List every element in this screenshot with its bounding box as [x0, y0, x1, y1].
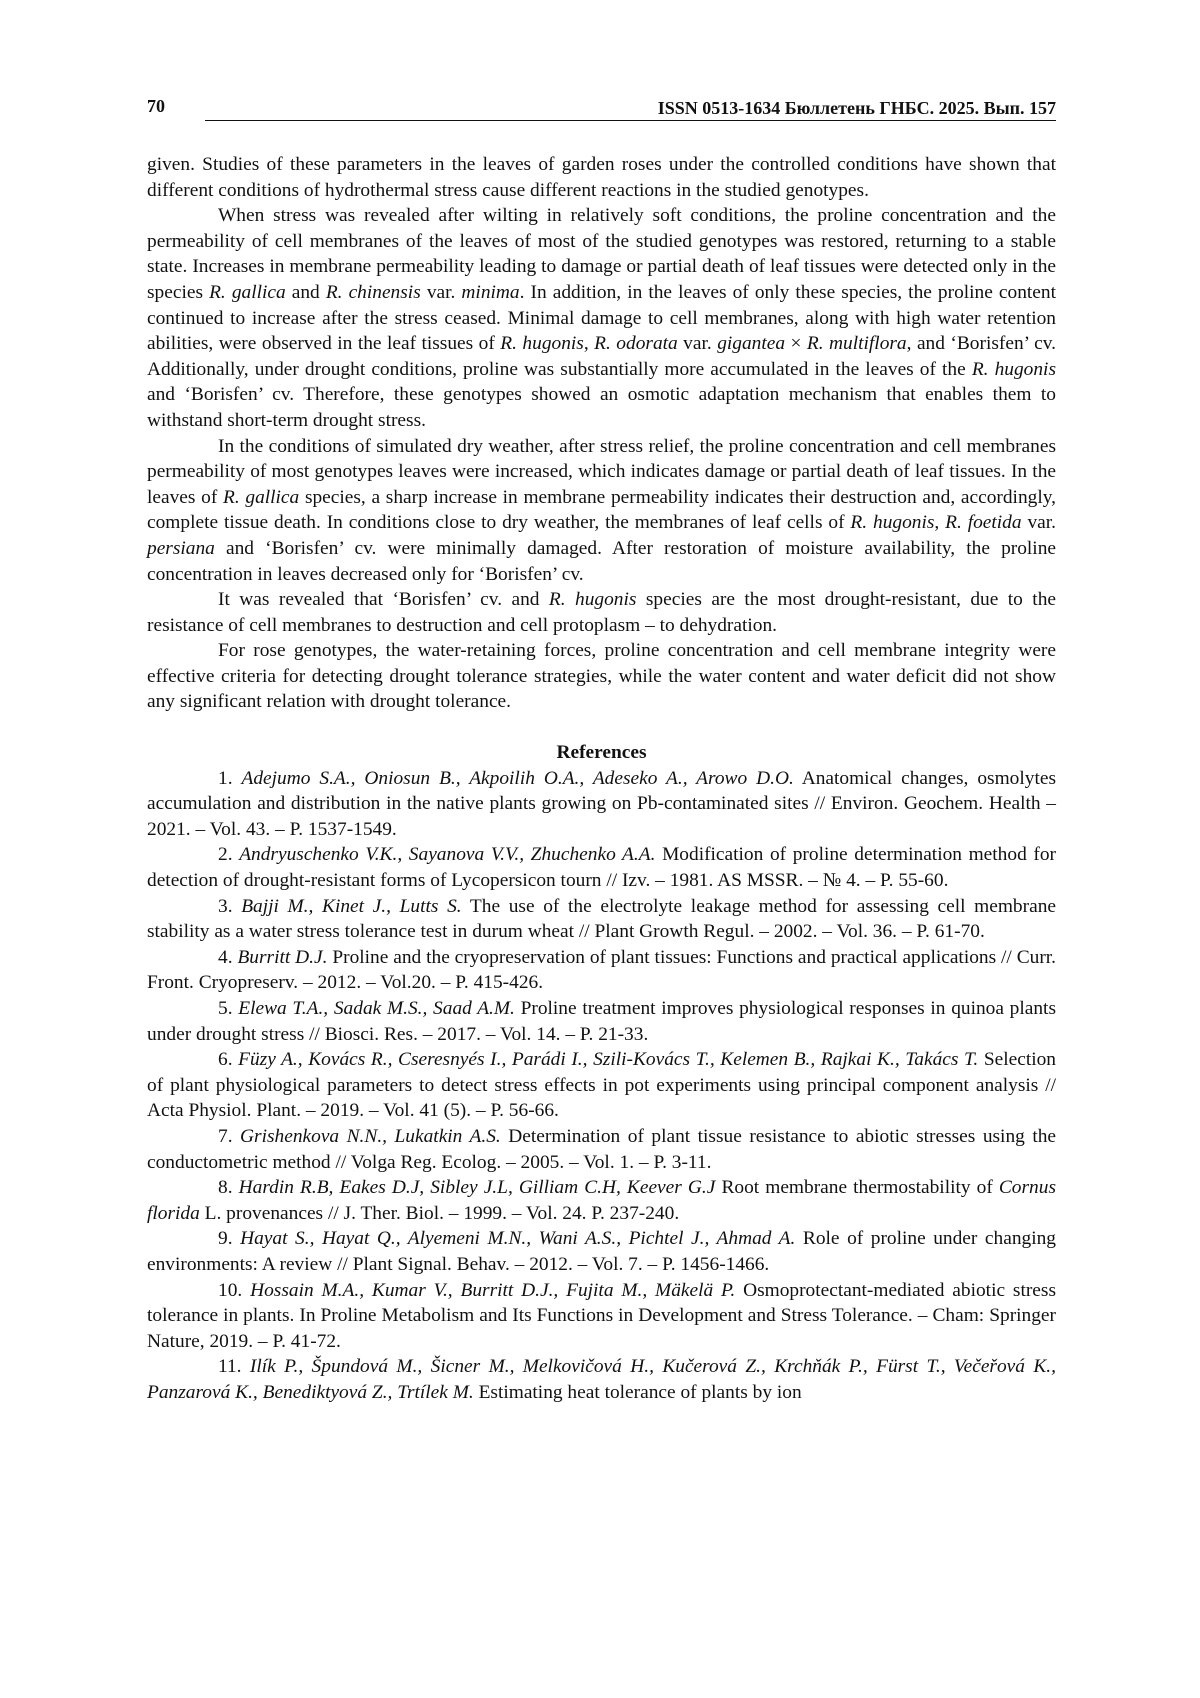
reference-item: 2. Andryuschenko V.K., Sayanova V.V., Zhuchenko A.A. Modification of proline determination method for detection of drought-resistant forms of Lycopersicon tourn // Izv. – 1981. AS MSSR. – № 4. – P. 55-60.	[147, 844, 1057, 892]
species-name: persiana	[147, 537, 215, 559]
species-name: R. odorata	[594, 333, 678, 355]
species-name: R. multiflora	[806, 333, 907, 355]
reference-authors: Hardin R.B, Eakes D.J, Sibley J.L, Gilliam C.H, Keever G.J	[238, 1177, 716, 1199]
paragraph: It was revealed that ‘Borisfen’ cv. and R. hugonis species are the most drought-resistant, due to the resistance of cell membranes to destruction and cell protoplasm – to dehydration.	[147, 589, 1056, 636]
reference-item: 6. Füzy A., Kovács R., Cseresnyés I., Parádi I., Szili-Kovács T., Kelemen B., Rajkai K., Takács T. Selection of plant physiological parameters to detect stress effects in pot experiments using principal component analysis // Acta Physiol. Plant. – 2019. – Vol. 41 (5). – P. 56-66.	[147, 1049, 1056, 1122]
running-header	[147, 96, 1056, 122]
reference-authors: Adejumo S.A., Oniosun B., Akpoilih O.A., Adeseko A., Arowo D.O.	[241, 767, 794, 789]
reference-item: 11. Ilík P., Špundová M., Šicner M., Melkovičová H., Kučerová Z., Krchňák P., Fürst T., Večeřová K., Panzarová K., Benediktyová Z., Trtílek M. Estimating heat tolerance of plants by ion	[147, 1356, 1056, 1403]
reference-authors: Hayat S., Hayat Q., Alyemeni M.N., Wani A.S., Pichtel J., Ahmad A.	[240, 1228, 796, 1250]
reference-authors: Füzy A., Kovács R., Cseresnyés I., Parádi I., Szili-Kovács T., Kelemen B., Rajkai K., Takács T.	[238, 1049, 979, 1071]
paragraph: For rose genotypes, the water-retaining forces, proline concentration and cell membrane integrity were effective criteria for detecting drought tolerance strategies, while the water content and water deficit did not show any significant relation with drought tolerance.	[147, 640, 1056, 713]
paragraph: When stress was revealed after wilting in relatively soft conditions, the proline concentration and the permeability of cell membranes of the leaves of most of the studied genotypes was restored, returning to a stable state. Increases in membrane permeability leading to damage or partial death of leaf tissues were detected only in the species R. gallica and R. chinensis var. minima. In addition, in the leaves of only these species, the proline content continued to increase after the stress ceased. Minimal damage to cell membranes, along with high water retention abilities, were observed in the leaf tissues of R. hugonis, R. odorata var. gigantea × R. multiflora, and ‘Borisfen’ cv. Additionally, under drought conditions, proline was substantially more accumulated in the leaves of the R. hugonis and ‘Borisfen’ cv. Therefore, these genotypes showed an osmotic adaptation mechanism that enables them to withstand short-term drought stress.	[147, 205, 1057, 431]
species-name: R. hugonis	[548, 589, 637, 611]
reference-authors: Bajji M., Kinet J., Lutts S.	[241, 895, 462, 917]
species-name: R. foetida	[945, 512, 1022, 534]
reference-authors: Andryuschenko V.K., Sayanova V.V., Zhuchenko A.A.	[239, 844, 656, 866]
reference-authors: Hossain M.A., Kumar V., Burritt D.J., Fujita M., Mäkelä P.	[250, 1279, 736, 1301]
species-name: R. gallica	[209, 281, 286, 303]
reference-item: 1. Adejumo S.A., Oniosun B., Akpoilih O.A., Adeseko A., Arowo D.O. Anatomical changes, osmolytes accumulation and distribution in the native plants growing on Pb-contaminated sites // Environ. Geochem. Health – 2021. – Vol. 43. – P. 1537-1549.	[147, 767, 1056, 840]
species-name: R. chinensis	[325, 281, 421, 303]
species-name: R. hugonis	[971, 358, 1056, 380]
reference-list	[147, 766, 1056, 1406]
species-name: Cornus florida	[147, 1177, 1056, 1224]
species-name: minima	[461, 281, 520, 303]
reference-item: 5. Elewa T.A., Sadak M.S., Saad A.M. Proline treatment improves physiological responses in quinoa plants under drought stress // Biosci. Res. – 2017. – Vol. 14. – P. 21-33.	[147, 998, 1056, 1045]
reference-item: 3. Bajji M., Kinet J., Lutts S. The use of the electrolyte leakage method for assessing cell membrane stability as a water stress tolerance test in durum wheat // Plant Growth Regul. – 2002. – Vol. 36. – P. 61-70.	[147, 895, 1056, 943]
article-body	[147, 152, 1056, 1406]
reference-authors: Burritt D.J.	[237, 946, 328, 968]
paragraph: In the conditions of simulated dry weather, after stress relief, the proline concentration and cell membranes permeability of most genotypes leaves were increased, which indicates damage or partial death of leaf tissues. In the leaves of R. gallica species, a sharp increase in membrane permeability indicates their destruction and, accordingly, complete tissue death. In conditions close to dry weather, the membranes of leaf cells of R. hugonis, R. foetida var. persiana and ‘Borisfen’ cv. were minimally damaged. After restoration of moisture availability, the proline concentration in leaves decreased only for ‘Borisfen’ cv.	[147, 435, 1057, 585]
reference-authors: Grishenkova N.N., Lukatkin A.S.	[240, 1125, 501, 1147]
species-name: R. gallica	[223, 486, 300, 508]
reference-item: 9. Hayat S., Hayat Q., Alyemeni M.N., Wani A.S., Pichtel J., Ahmad A. Role of proline under changing environments: A review // Plant Signal. Behav. – 2012. – Vol. 7. – P. 1456-1466.	[147, 1228, 1056, 1275]
paragraph: given. Studies of these parameters in the leaves of garden roses under the controlled conditions have shown that different conditions of hydrothermal stress cause different reactions in the studied genotypes.	[147, 154, 1056, 201]
reference-authors: Ilík P., Špundová M., Šicner M., Melkovičová H., Kučerová Z., Krchňák P., Fürst T., Večeřová K., Panzarová K., Benediktyová Z., Trtílek M.	[147, 1356, 1056, 1403]
header-rule	[205, 120, 1056, 121]
reference-authors: Elewa T.A., Sadak M.S., Saad A.M.	[238, 998, 515, 1019]
species-name: R. hugonis	[500, 333, 584, 355]
species-name: gigantea	[717, 333, 786, 355]
reference-item: 8. Hardin R.B, Eakes D.J, Sibley J.L, Gilliam C.H, Keever G.J Root membrane thermostability of Cornus florida L. provenances // J. Ther. Biol. – 1999. – Vol. 24. P. 237-240.	[147, 1177, 1056, 1224]
references-heading: References	[556, 742, 647, 764]
journal-citation: ISSN 0513-1634 Бюллетень ГНБС. 2025. Вып. 157	[657, 98, 1056, 118]
page-number: 70	[147, 96, 165, 116]
reference-item: 7. Grishenkova N.N., Lukatkin A.S. Determination of plant tissue resistance to abiotic stresses using the conductometric method // Volga Reg. Ecolog. – 2005. – Vol. 1. – P. 3-11.	[147, 1125, 1057, 1173]
reference-item: 10. Hossain M.A., Kumar V., Burritt D.J., Fujita M., Mäkelä P. Osmoprotectant-mediated abiotic stress tolerance in plants. In Proline Metabolism and Its Functions in Development and Stress Tolerance. – Cham: Springer Nature, 2019. – P. 41-72.	[147, 1279, 1056, 1352]
reference-item: 4. Burritt D.J. Proline and the cryopreservation of plant tissues: Functions and practical applications // Curr. Front. Cryopreserv. – 2012. – Vol.20. – P. 415-426.	[147, 946, 1057, 994]
species-name: R. hugonis	[850, 512, 935, 534]
